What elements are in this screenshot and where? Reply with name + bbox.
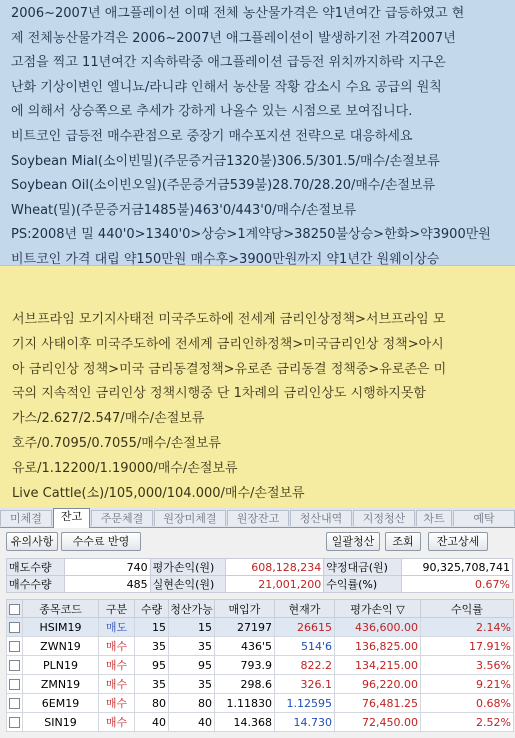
cell-qty: 35 xyxy=(135,675,169,694)
cell-current-price: 822.2 xyxy=(275,656,335,675)
cell-avail: 35 xyxy=(169,637,215,656)
sell-qty-label: 매도수량 xyxy=(7,559,65,576)
cell-eval-pl: 136,825.00 xyxy=(335,637,421,656)
cell-eval-pl: 76,481.25 xyxy=(335,694,421,713)
cell-qty: 15 xyxy=(135,618,169,637)
tab-ledger-unfilled[interactable]: 원장미체결 xyxy=(154,510,226,526)
col-code[interactable]: 종목코드 xyxy=(23,600,99,618)
contract-amt-label: 약정대금(원) xyxy=(324,559,402,576)
note-line: 유로/1.12200/1.19000/매수/손절보류 xyxy=(12,460,238,476)
cell-avail: 35 xyxy=(169,675,215,694)
row-checkbox[interactable] xyxy=(7,675,23,694)
realized-pl-label: 실현손익(원) xyxy=(150,576,226,593)
note-line: 호주/0.7095/0.7055/매수/손절보류 xyxy=(12,435,221,451)
tab-bar xyxy=(0,508,515,528)
cell-qty: 40 xyxy=(135,713,169,732)
summary-row xyxy=(7,559,513,576)
row-checkbox[interactable] xyxy=(7,637,23,656)
note-line: 아 금리인상 정책>미국 금리동결정책>유로존 금리동결 정책중>유로존은 미 xyxy=(12,361,447,377)
cell-side: 매수 xyxy=(99,637,135,656)
cell-current-price: 326.1 xyxy=(275,675,335,694)
cell-return: 17.91% xyxy=(421,637,514,656)
tab-balance[interactable]: 잔고 xyxy=(53,508,90,528)
tab-chart[interactable]: 차트 xyxy=(416,510,452,526)
cell-code: ZWN19 xyxy=(23,637,99,656)
balance-detail-button[interactable]: 잔고상세 xyxy=(428,532,488,551)
note-line: 고점을 찍고 11년여간 지속하락중 애그플레이션 급등전 위치까지하락 지구온 xyxy=(11,55,446,71)
cell-code: PLN19 xyxy=(23,656,99,675)
cell-return: 2.14% xyxy=(421,618,514,637)
table-row[interactable] xyxy=(7,713,514,732)
cell-return: 0.68% xyxy=(421,694,514,713)
col-current-price[interactable]: 현재가 xyxy=(275,600,335,618)
note-line: Wheat(밀)(주문증거금1485불)463'0/443'0/매수/손절보류 xyxy=(11,202,357,218)
sell-qty-value: 740 xyxy=(64,559,150,576)
col-qty[interactable]: 수량 xyxy=(135,600,169,618)
col-side[interactable]: 구분 xyxy=(99,600,135,618)
cell-code: 6EM19 xyxy=(23,694,99,713)
buy-qty-value: 485 xyxy=(64,576,150,593)
tab-designated-liquidation[interactable]: 지정청산 xyxy=(353,510,415,526)
cell-avail: 40 xyxy=(169,713,215,732)
tab-deposit[interactable]: 예탁 xyxy=(453,510,515,526)
table-row[interactable] xyxy=(7,656,514,675)
cell-return: 3.56% xyxy=(421,656,514,675)
contract-amt-value: 90,325,708,741 xyxy=(402,559,513,576)
col-return[interactable]: 수익률 xyxy=(421,600,514,618)
cell-current-price: 514'6 xyxy=(275,637,335,656)
tab-unfilled[interactable]: 미체결 xyxy=(0,510,52,526)
cell-side: 매도 xyxy=(99,618,135,637)
cell-eval-pl: 72,450.00 xyxy=(335,713,421,732)
notice-button[interactable]: 유의사항 xyxy=(6,532,58,551)
note-line: 난화 기상이변인 엘니뇨/라니랴 인해서 농산물 작황 감소시 수요 공급의 원칙 xyxy=(11,79,442,95)
cell-side: 매수 xyxy=(99,675,135,694)
fee-apply-button[interactable]: 수수료 반영 xyxy=(61,532,141,551)
cell-avail: 80 xyxy=(169,694,215,713)
cell-current-price: 14.730 xyxy=(275,713,335,732)
row-checkbox[interactable] xyxy=(7,694,23,713)
table-row[interactable] xyxy=(7,637,514,656)
col-eval-pl[interactable]: 평가손익 ▽ xyxy=(335,600,421,618)
tab-ledger-balance[interactable]: 원장잔고 xyxy=(227,510,289,526)
cell-side: 매수 xyxy=(99,656,135,675)
note-yellow xyxy=(0,265,515,508)
eval-pl-label: 평가손익(원) xyxy=(150,559,226,576)
note-line: 국의 지속적인 금리인상 정책시행중 단 1차례의 금리인상도 시행하지못함 xyxy=(12,386,426,402)
return-label: 수익률(%) xyxy=(324,576,402,593)
cell-eval-pl: 134,215.00 xyxy=(335,656,421,675)
cell-buy-price: 14.368 xyxy=(215,713,275,732)
col-liquidatable[interactable]: 청산가능 xyxy=(169,600,215,618)
note-line: 에 의해서 상승쪽으로 추세가 강하게 나올수 있는 시점으로 보여집니다. xyxy=(11,104,413,120)
cell-current-price: 26615 xyxy=(275,618,335,637)
return-value: 0.67% xyxy=(402,576,513,593)
summary-table xyxy=(6,558,513,593)
cell-eval-pl: 96,220.00 xyxy=(335,675,421,694)
cell-buy-price: 298.6 xyxy=(215,675,275,694)
cell-side: 매수 xyxy=(99,713,135,732)
cell-qty: 35 xyxy=(135,637,169,656)
row-checkbox[interactable] xyxy=(7,713,23,732)
cell-code: ZMN19 xyxy=(23,675,99,694)
cell-avail: 15 xyxy=(169,618,215,637)
summary-row xyxy=(7,576,513,593)
cell-buy-price: 793.9 xyxy=(215,656,275,675)
cell-side: 매수 xyxy=(99,694,135,713)
note-line: 서브프라임 모기지사태전 미국주도하에 전세계 금리인상정책>서브프라임 모 xyxy=(12,312,446,327)
table-row[interactable] xyxy=(7,694,514,713)
table-row[interactable] xyxy=(7,675,514,694)
note-line: 비트코인 가격 대립 약150만원 매수후>3900만원까지 약1년간 원웨이상승 xyxy=(11,251,440,265)
positions-table xyxy=(6,599,514,732)
note-line: PS:2008년 밀 440'0>1340'0>상승>1계약당>38250불상승>한화>약3900만원 xyxy=(11,227,491,243)
row-checkbox[interactable] xyxy=(7,656,23,675)
trading-panel xyxy=(0,508,515,738)
cell-current-price: 1.12595 xyxy=(275,694,335,713)
select-all-checkbox[interactable] xyxy=(7,600,23,618)
cell-eval-pl: 436,600.00 xyxy=(335,618,421,637)
note-line: 2006~2007년 애그플레이션 이때 전체 농산물가격은 약1년여간 급등하였고 현 xyxy=(11,6,465,21)
note-blue xyxy=(0,0,515,265)
cell-return: 9.21% xyxy=(421,675,514,694)
row-checkbox[interactable] xyxy=(7,618,23,637)
cell-code: HSIM19 xyxy=(23,618,99,637)
cell-qty: 95 xyxy=(135,656,169,675)
query-button[interactable]: 조회 xyxy=(385,532,421,551)
note-line: 기지 사태이후 미국주도하에 전세계 금리인하정책>미국금리인상 정책>아시 xyxy=(12,336,444,352)
cell-buy-price: 27197 xyxy=(215,618,275,637)
table-row[interactable] xyxy=(7,618,514,637)
cell-code: SIN19 xyxy=(23,713,99,732)
eval-pl-value: 608,128,234 xyxy=(226,559,324,576)
note-line: Soybean Oil(소이빈오일)(주문증거금539불)28.70/28.20/매수/손절보류 xyxy=(11,178,436,194)
tab-order-fills[interactable]: 주문체결 xyxy=(91,510,153,526)
tab-liquidation-history[interactable]: 청산내역 xyxy=(290,510,352,526)
cell-qty: 80 xyxy=(135,694,169,713)
col-buy-price[interactable]: 매입가 xyxy=(215,600,275,618)
note-line: Soybean Mial(소이빈밀)(주문증거금1320불)306.5/301.5/매수/손절보류 xyxy=(11,153,440,169)
buy-qty-label: 매수수량 xyxy=(7,576,65,593)
cell-buy-price: 436'5 xyxy=(215,637,275,656)
note-line: 비트코인 급등전 매수관점으로 중장기 매수포지션 전략으로 대응하세요 xyxy=(11,128,413,144)
liquidate-all-button[interactable]: 일괄청산 xyxy=(326,532,380,551)
note-line: Live Cattle(소)/105,000/104.000/매수/손절보류 xyxy=(12,485,305,501)
cell-buy-price: 1.11830 xyxy=(215,694,275,713)
table-header xyxy=(7,600,514,618)
note-line: 제 전체농산물가격은 2006~2007년 애그플레이션이 발생하기전 가격2007년 xyxy=(11,30,456,46)
realized-pl-value: 21,001,200 xyxy=(226,576,324,593)
note-line: 가스/2.627/2.547/매수/손절보류 xyxy=(12,411,205,427)
cell-avail: 95 xyxy=(169,656,215,675)
cell-return: 2.52% xyxy=(421,713,514,732)
toolbar xyxy=(0,532,515,554)
